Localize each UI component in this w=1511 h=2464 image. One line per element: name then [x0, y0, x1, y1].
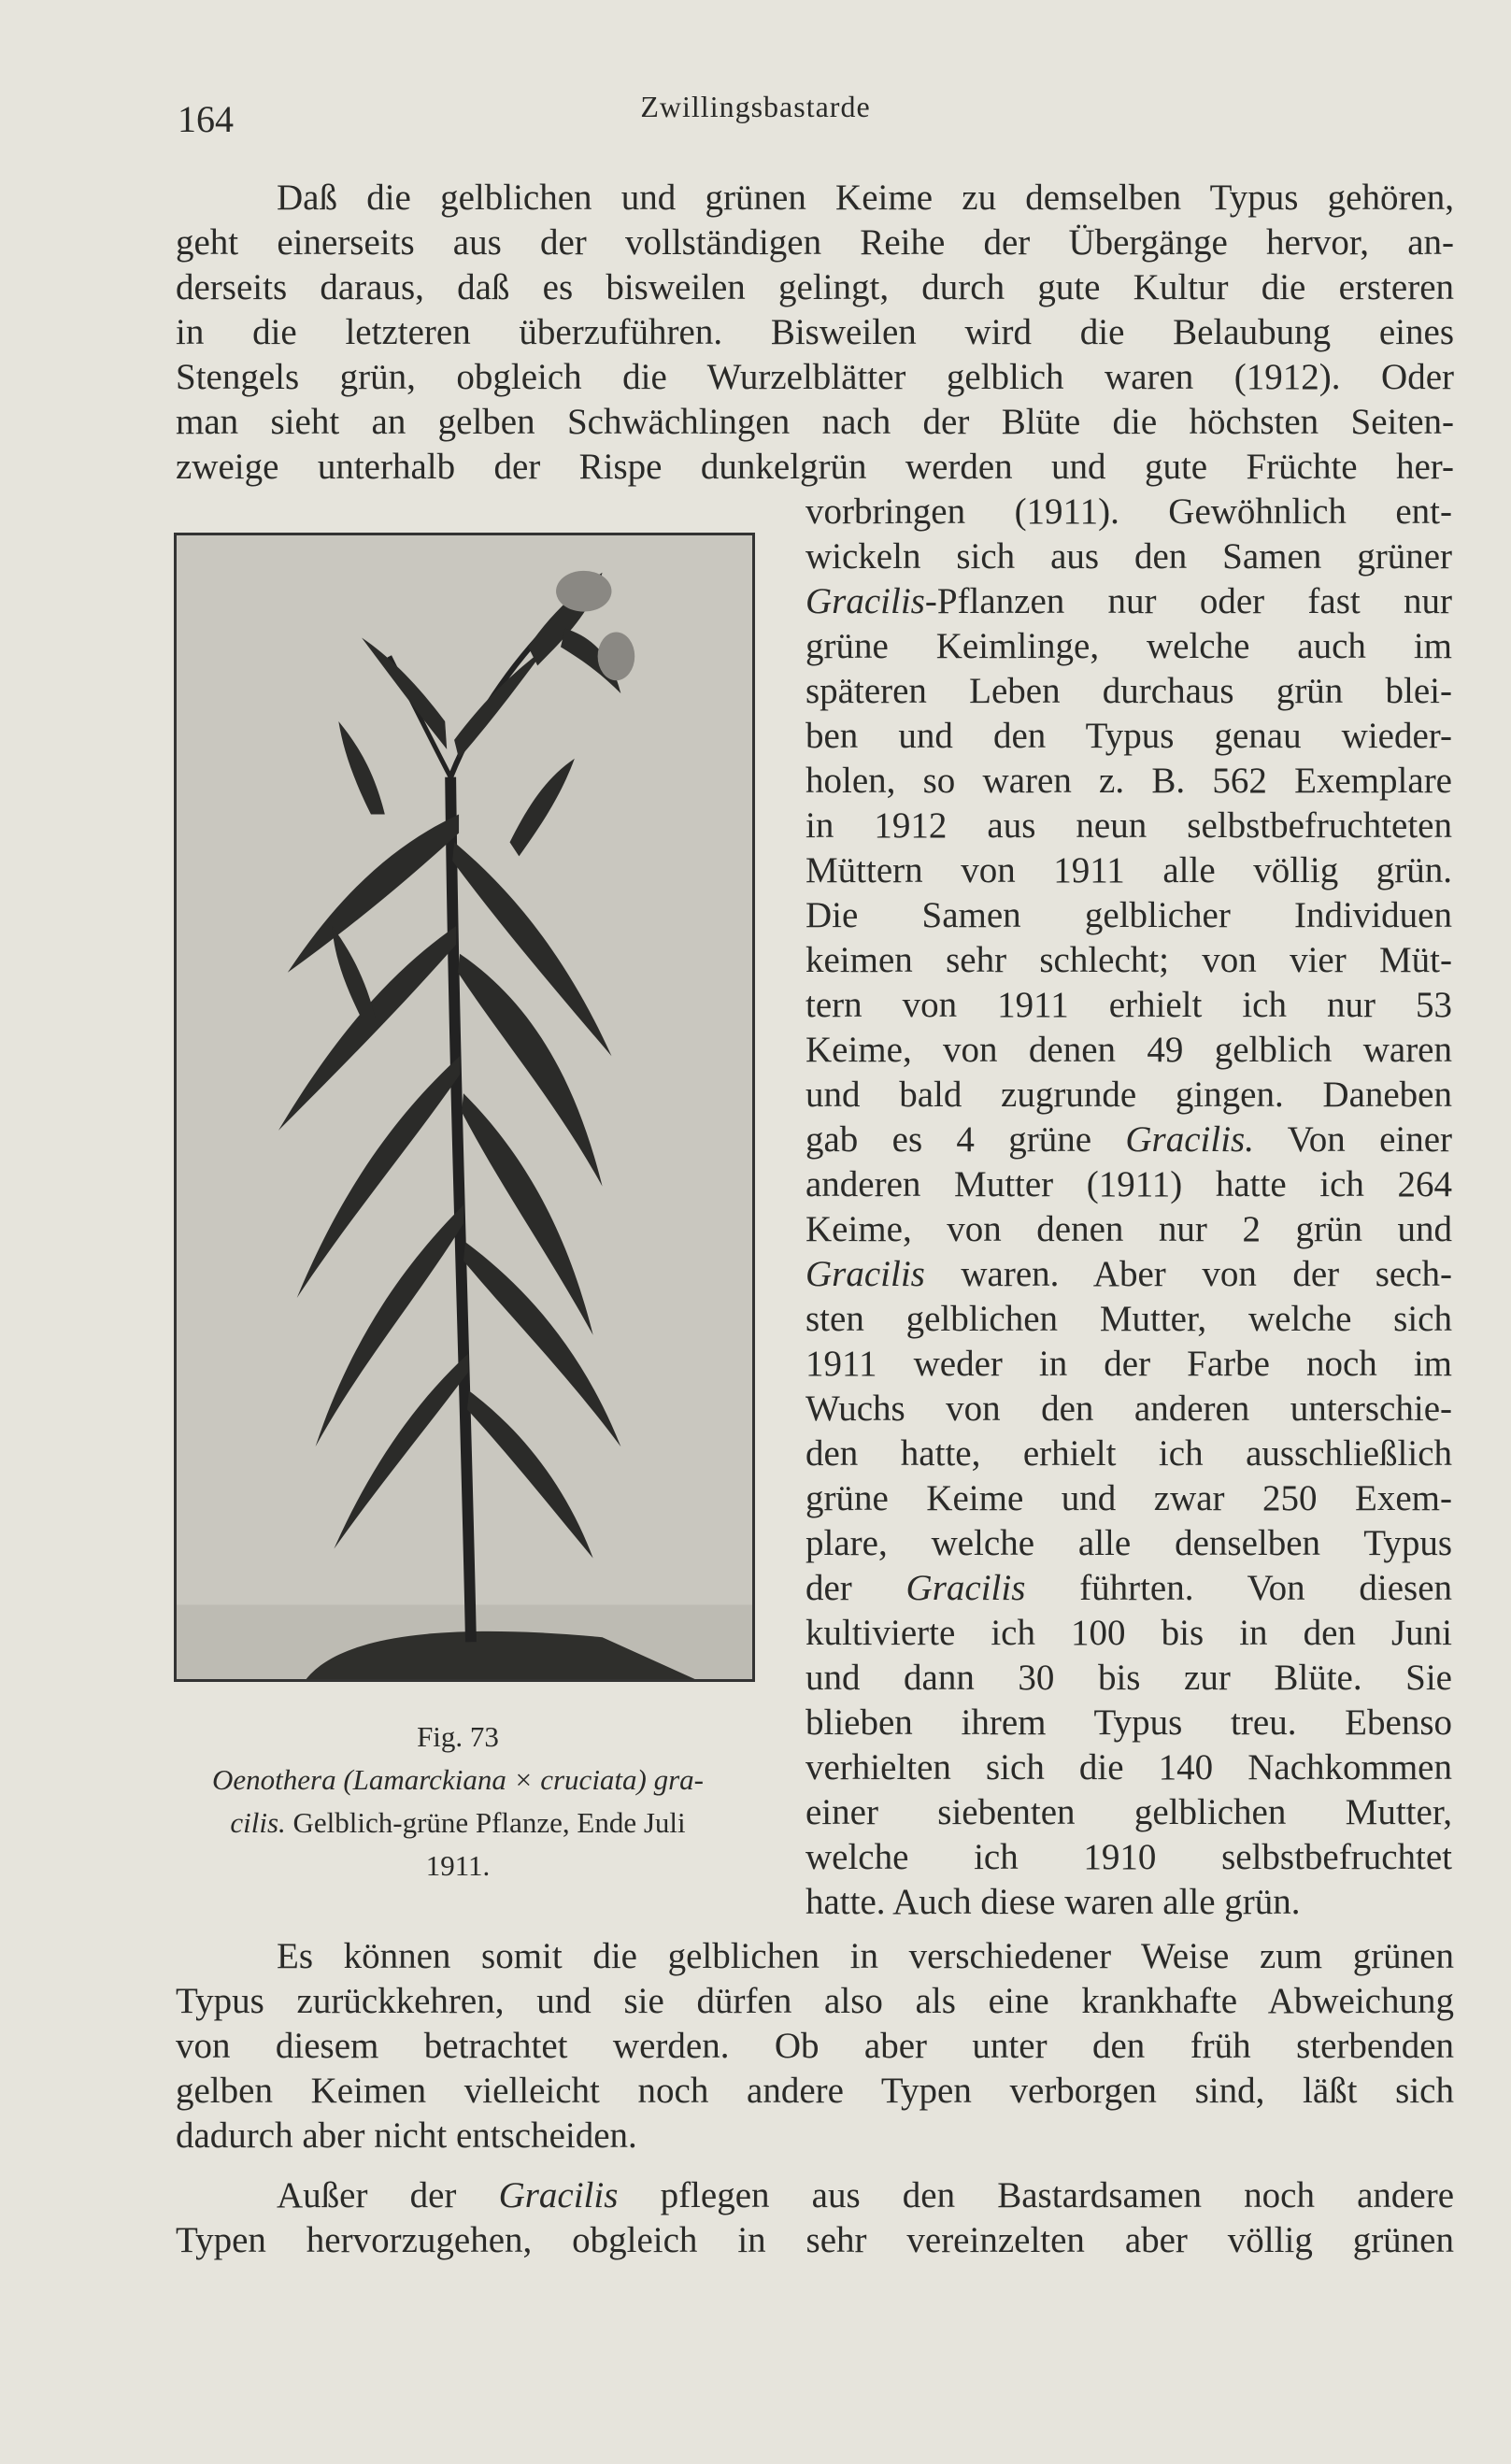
text-line: Die Samen gelblicher Individuen	[805, 895, 1452, 935]
text-run: -Pflanzen nur oder fast nur	[924, 581, 1452, 621]
text-line: geht einerseits aus der vollständigen Reihe der Übergänge hervor, an-	[176, 222, 1454, 263]
figure-caption-line	[159, 1802, 757, 1844]
text-run: pflegen aus den Bastardsamen noch andere	[660, 2175, 1455, 2215]
text-line: man sieht an gelben Schwächlingen nach der Blüte die höchsten Seiten-	[176, 402, 1454, 442]
text-line: grüne Keimlinge, welche auch im	[805, 626, 1452, 666]
figure-label: Fig. 73	[417, 1720, 499, 1753]
text-line: ben und den Typus genau wieder-	[805, 716, 1452, 756]
text-line: von diesem betrachtet werden. Ob aber unter den früh sterbenden	[176, 2026, 1454, 2066]
text-line: 1911 weder in der Farbe noch im	[805, 1344, 1452, 1384]
text-line	[176, 2173, 1454, 2218]
running-head: Zwillingsbastarde	[640, 90, 871, 123]
text-line: grüne Keime und zwar 250 Exem-	[805, 1478, 1452, 1518]
italic-term: Gracilis	[498, 2175, 619, 2215]
text-line: kultivierte ich 100 bis in den Juni	[805, 1613, 1452, 1653]
text-line: und bald zugrunde gingen. Daneben	[805, 1075, 1452, 1115]
italic-term: Gracilis.	[1125, 1119, 1254, 1160]
text-line: hatte. Auch diese waren alle grün.	[805, 1882, 1301, 1922]
text-line: Daß die gelblichen und grünen Keime zu demselben Typus gehören,	[277, 178, 1454, 218]
figure-caption-line: 1911.	[425, 1849, 491, 1882]
italic-term: Gracilis	[805, 1254, 925, 1294]
text-line	[805, 1566, 1452, 1611]
text-line: Müttern von 1911 alle völlig grün.	[805, 850, 1452, 890]
text-line: tern von 1911 erhielt ich nur 53	[805, 985, 1452, 1025]
caption-italic: Oenothera (Lamarckiana × cruciata) gra-	[211, 1763, 705, 1796]
text-line: Wuchs von den anderen unterschie-	[805, 1389, 1452, 1429]
text-line: Es können somit die gelblichen in verschiedener Weise zum grünen	[277, 1936, 1454, 1976]
text-line: späteren Leben durchaus grün blei-	[805, 671, 1452, 711]
page-number: 164	[178, 98, 234, 140]
text-line: verhielten sich die 140 Nachkommen	[805, 1747, 1452, 1787]
italic-term: Gracilis	[805, 581, 925, 621]
text-line: einer siebenten gelblichen Mutter,	[805, 1792, 1452, 1832]
text-line: holen, so waren z. B. 562 Exemplare	[805, 761, 1452, 801]
text-run: der	[805, 1568, 852, 1608]
text-line	[805, 1118, 1452, 1162]
text-line: in die letzteren überzuführen. Bisweilen wird die Belaubung eines	[176, 312, 1454, 352]
text-line: Keime, von denen 49 gelblich waren	[805, 1030, 1452, 1070]
figure-plant-photo	[174, 533, 755, 1682]
text-run: Von einer	[1287, 1119, 1453, 1160]
text-line: Stengels grün, obgleich die Wurzelblätter gelblich waren (1912). Oder	[176, 357, 1454, 397]
text-run: führten. Von diesen	[1079, 1568, 1453, 1608]
text-line: blieben ihrem Typus treu. Ebenso	[805, 1702, 1452, 1743]
caption-text: Gelblich-grüne Pflanze, Ende Juli	[285, 1806, 686, 1839]
text-line: derseits daraus, daß es bisweilen gelingt, durch gute Kultur die ersteren	[176, 267, 1454, 307]
text-line: dadurch aber nicht entscheiden.	[176, 2115, 637, 2156]
figure-caption-line	[159, 1759, 757, 1802]
text-line	[805, 579, 1452, 624]
text-run: waren. Aber von der sech-	[961, 1254, 1452, 1294]
text-line	[805, 1252, 1452, 1297]
text-line: Typen hervorzugehen, obgleich in sehr vereinzelten aber völlig grünen	[176, 2220, 1454, 2260]
text-line: den hatte, erhielt ich ausschließlich	[805, 1433, 1452, 1474]
text-run: gab es 4 grüne	[805, 1119, 1092, 1160]
text-line: gelben Keimen vielleicht noch andere Typen verborgen sind, läßt sich	[176, 2071, 1454, 2111]
text-line: plare, welche alle denselben Typus	[805, 1523, 1452, 1563]
text-line: und dann 30 bis zur Blüte. Sie	[805, 1658, 1452, 1698]
caption-italic: cilis.	[230, 1806, 286, 1839]
text-line: sten gelblichen Mutter, welche sich	[805, 1299, 1452, 1339]
text-line: Keime, von denen nur 2 grün und	[805, 1209, 1452, 1249]
text-line: zweige unterhalb der Rispe dunkelgrün werden und gute Früchte her-	[176, 447, 1454, 487]
text-line: in 1912 aus neun selbstbefruchteten	[805, 805, 1452, 846]
text-line: vorbringen (1911). Gewöhnlich ent-	[805, 491, 1452, 532]
text-line: welche ich 1910 selbstbefruchtet	[805, 1837, 1452, 1877]
italic-term: Gracilis	[905, 1568, 1026, 1608]
text-line: Typus zurückkehren, und sie dürfen also als eine krankhafte Abweichung	[176, 1981, 1454, 2021]
text-line: anderen Mutter (1911) hatte ich 264	[805, 1164, 1452, 1204]
text-line: wickeln sich aus den Samen grüner	[805, 536, 1452, 577]
plant-illustration	[177, 535, 752, 1679]
text-run: Außer der	[277, 2175, 457, 2215]
text-line: keimen sehr schlecht; von vier Müt-	[805, 940, 1452, 980]
